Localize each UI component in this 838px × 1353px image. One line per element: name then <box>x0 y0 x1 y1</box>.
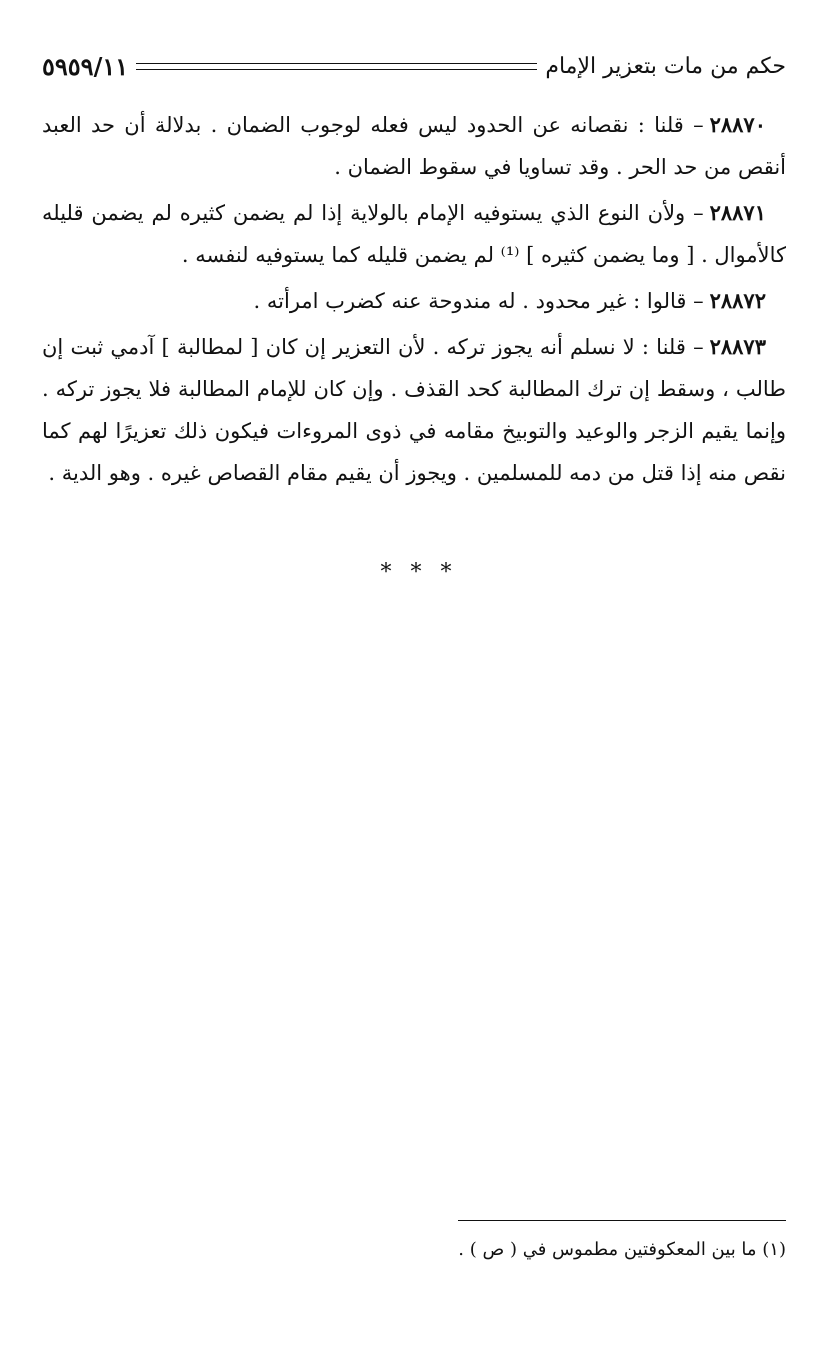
paragraph-number: ٢٨٨٧٢ <box>709 288 766 313</box>
paragraph-text: – ولأن النوع الذي يستوفيه الإمام بالولاية إذا لم يضمن كثيره لم يضمن قليله كالأموال . [ وما يضمن كثيره ] ⁽¹⁾ لم يضمن قليله كما يستوفيه لنفسه . <box>42 201 786 267</box>
paragraph <box>42 280 786 322</box>
page-reference: ٥٩٥٩/١١ <box>42 51 129 81</box>
page-header <box>42 48 786 84</box>
section-separator: * * * <box>380 560 458 585</box>
paragraph-number: ٢٨٨٧٣ <box>709 334 766 359</box>
running-title: حكم من مات بتعزير الإمام <box>545 53 786 79</box>
paragraph-text: – قالوا : غير محدود . له مندوحة عنه كضرب امرأته . <box>253 289 704 313</box>
body-text <box>42 104 786 498</box>
paragraph <box>42 104 786 188</box>
paragraph-text: – قلنا : نقصانه عن الحدود ليس فعله لوجوب الضمان . بدلالة أن حد العبد أنقص من حد الحر . وقد تساويا في سقوط الضمان . <box>42 113 786 179</box>
paragraph-text: – قلنا : لا نسلم أنه يجوز تركه . لأن التعزير إن كان [ لمطالبة ] آدمي ثبت إن طالب ، وسقط إن ترك المطالبة كحد القذف . وإن كان للإمام المطالبة فلا يجوز تركه . وإنما يقيم الزجر والوعيد والتوبيخ مقامه في ذوى المروءات فيكون ذلك تعزيرًا لهم كما نقص منه إذا قتل من دمه للمسلمين . ويجوز أن يقيم مقام القصاص غيره . وهو الدية . <box>42 335 786 485</box>
footnote-rule <box>458 1220 786 1221</box>
paragraph <box>42 192 786 276</box>
paragraph <box>42 326 786 494</box>
paragraph-number: ٢٨٨٧١ <box>709 200 766 225</box>
footnote: (١) ما بين المعكوفتين مطموس في ( ص ) . <box>458 1239 786 1260</box>
paragraph-number: ٢٨٨٧٠ <box>709 112 766 137</box>
header-rule <box>136 63 537 70</box>
